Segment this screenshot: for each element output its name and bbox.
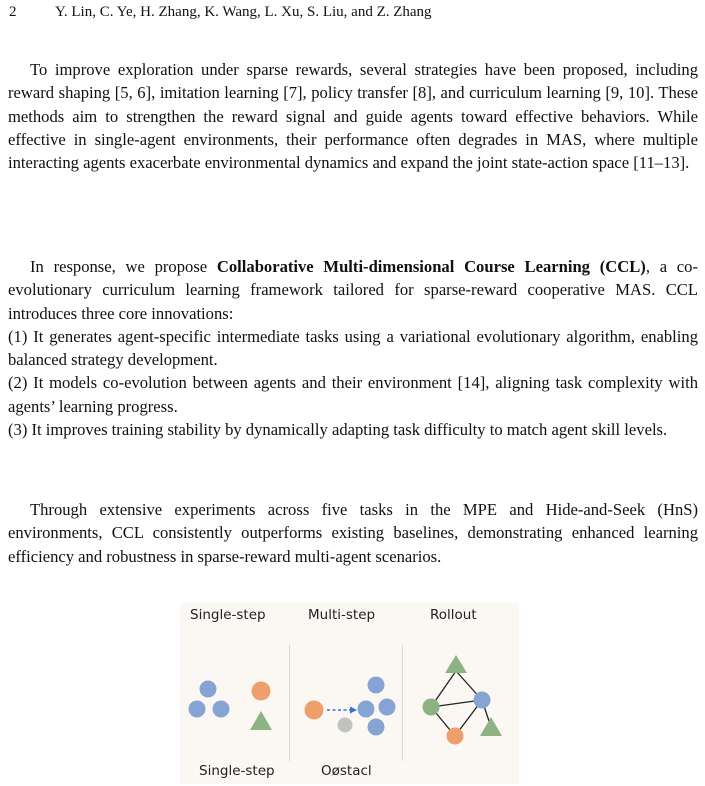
graph-node-green — [423, 699, 440, 716]
author-list: Y. Lin, C. Ye, H. Zhang, K. Wang, L. Xu, S. Liu, and Z. Zhang — [55, 4, 432, 20]
agent-circle-blue — [379, 699, 396, 716]
figure-bottom-label-single-step: Single-step — [199, 763, 275, 779]
figure-bottom-label-obstacle: Oøstacl — [321, 763, 372, 779]
agent-circle-blue — [189, 701, 206, 718]
ccl-name: Collaborative Multi-dimensional Course Learning (CCL) — [216, 257, 646, 276]
innovation-item-3: (3) It improves training stability by dynamically adapting task difficulty to match agent skill levels. — [8, 420, 668, 440]
figure-label-multi-step: Multi-step — [308, 607, 376, 623]
graph-node-blue — [474, 692, 491, 709]
paragraph-experiments — [8, 498, 698, 568]
graph-node-orange — [447, 728, 464, 745]
landmark-triangle-green — [250, 711, 272, 730]
figure-diagram — [180, 603, 519, 784]
figure-label-single-step: Single-step — [190, 607, 266, 623]
agent-circle-orange — [305, 701, 324, 720]
paragraph-proposal — [8, 255, 698, 441]
proposal-rest-text: , a co-evolutionary curriculum learning framework tailored for sparse-reward cooperative MAS. CCL introduces three core innovations: — [8, 257, 698, 323]
agent-circle-blue — [368, 677, 385, 694]
paragraph-exploration — [8, 58, 698, 174]
obstacle-circle-gray — [338, 718, 353, 733]
transition-arrow-head — [350, 707, 357, 714]
page-header — [9, 4, 432, 21]
proposal-intro-text: In response, we propose — [30, 257, 208, 276]
graph-node-triangle-green — [445, 655, 467, 673]
page-number: 2 — [9, 4, 17, 20]
agent-circle-blue — [213, 701, 230, 718]
paragraph-experiments-text: Through extensive experiments across five tasks in the MPE and Hide-and-Seek (HnS) environments, CCL consistently outperforms existing baselines, demonstrating enhanced learning efficiency and robustness in sparse-reward multi-agent scenarios. — [8, 500, 698, 566]
innovation-item-1: (1) It generates agent-specific intermediate tasks using a variational evolutionary algorithm, enabling balanced strategy development. — [8, 326, 698, 370]
agent-circle-blue — [358, 701, 375, 718]
paragraph-exploration-text: To improve exploration under sparse rewards, several strategies have been proposed, including reward shaping [5, 6], imitation learning [7], policy transfer [8], and curriculum learning [9, 10]. These methods aim to strengthen the reward signal and guide agents toward effective behaviors. While effective in single-agent environments, their performance often degrades in MAS, where multiple interacting agents exacerbate environmental dynamics and expand the joint state-action space [11–13]. — [8, 60, 698, 173]
agent-circle-blue — [200, 681, 217, 698]
agent-circle-blue — [368, 719, 385, 736]
graph-node-triangle-green — [480, 717, 502, 736]
curriculum-figure — [180, 603, 519, 784]
innovation-item-2: (2) It models co-evolution between agents and their environment [14], aligning task complexity with agents’ learning progress. — [8, 373, 698, 416]
agent-circle-orange — [252, 682, 271, 701]
figure-label-rollout: Rollout — [430, 607, 477, 623]
